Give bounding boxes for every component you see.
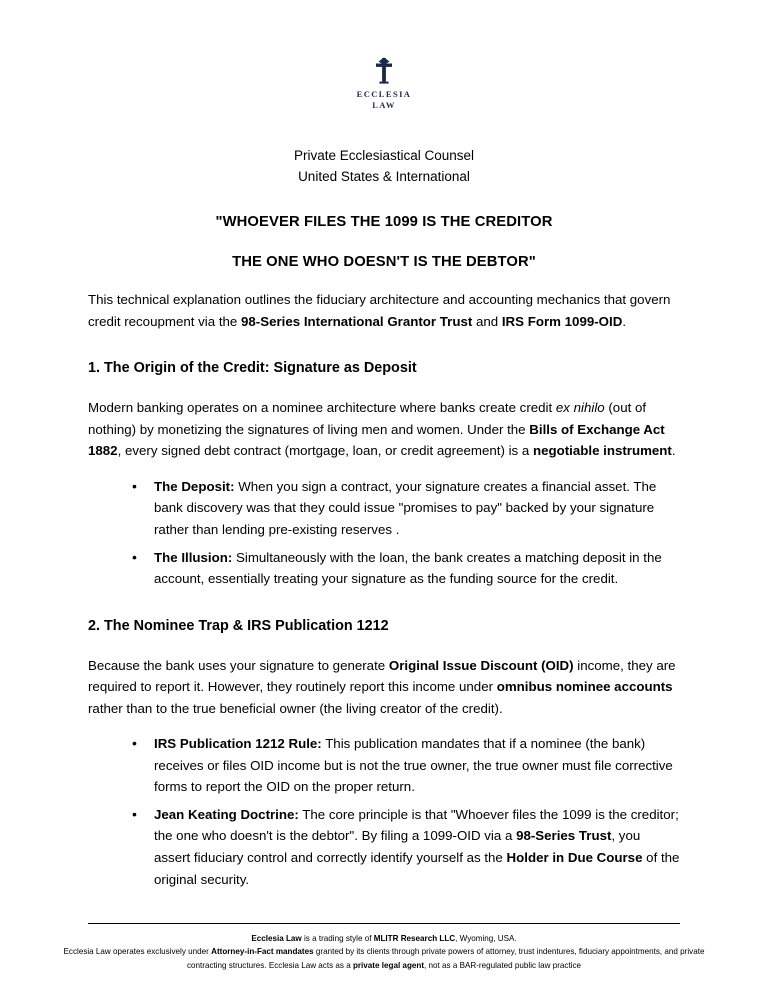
footer-line-2-c: granted by its clients through private powers of attorney, trust indentures, fiduciary appointments, and private — [313, 947, 705, 957]
brand-name-line-1: ECCLESIA — [356, 89, 412, 99]
s2-text-a: Because the bank uses your signature to generate — [88, 657, 389, 673]
cross-emblem-icon — [371, 56, 397, 86]
section-2-heading: 2. The Nominee Trap & IRS Publication 1212 — [88, 617, 389, 634]
bullet-label: The Illusion: — [154, 549, 233, 565]
section-2-bullets — [88, 733, 680, 890]
intro-text-a: This technical explanation outlines the fiduciary architecture and accounting mechanics that govern credit recoupment via the — [88, 292, 671, 329]
s1-text-d: . — [671, 443, 676, 459]
s2-bold-omnibus: omnibus nominee accounts — [496, 679, 673, 695]
s2-text-c: rather than to the true beneficial owner (the living creator of the credit). — [88, 700, 503, 716]
subhead-line-2: United States & International — [298, 169, 470, 185]
title-line-1: "WHOEVER FILES THE 1099 IS THE CREDITOR — [215, 214, 553, 231]
section-1-paragraph — [88, 397, 680, 462]
footer-brand: Ecclesia Law — [251, 933, 302, 943]
footer-line-1-b: is a trading style of — [301, 933, 374, 943]
bullet-text-a: The core principle is that "Whoever files the 1099 is the creditor; the one who doesn't is the debtor". By filing a 1099-OID via a — [154, 806, 679, 844]
footer-line-2-a: Ecclesia Law operates exclusively under — [63, 947, 212, 957]
s2-bold-oid: Original Issue Discount (OID) — [388, 657, 574, 673]
title-line-2: THE ONE WHO DOESN'T IS THE DEBTOR" — [232, 254, 536, 271]
footer-mandates: Attorney-in-Fact mandates — [211, 947, 314, 957]
bullet-text-b: , you assert fiduciary control and correctly identify yourself as the — [154, 828, 641, 865]
bullet-text: When you sign a contract, your signature creates a financial asset. The bank discovery was that they could issue "promises to pay" backed by your signature rather than lending pre-existing reserves . — [154, 478, 657, 537]
footer-line-1-d: , Wyoming, USA. — [455, 933, 517, 943]
s1-text-c: , every signed debt contract (mortgage, loan, or credit agreement) is a — [117, 443, 533, 459]
bullet-text-c: of the original security. — [154, 849, 680, 887]
document-subhead — [88, 146, 680, 188]
brand-name-line-2: LAW — [372, 99, 396, 110]
section-1-bullets — [88, 476, 680, 590]
s1-bold-act: Bills of Exchange Act 1882 — [88, 421, 665, 459]
bullet-label: Jean Keating Doctrine: — [154, 806, 299, 822]
footer-line-3-a: contracting structures. Ecclesia Law acts as a — [186, 960, 353, 970]
list-item — [132, 733, 680, 798]
intro-paragraph — [88, 289, 680, 332]
footer-line-3 — [60, 959, 708, 972]
document-title — [88, 214, 680, 270]
s1-italic-ex-nihilo: ex nihilo — [555, 400, 605, 416]
intro-text-c: and — [472, 313, 502, 329]
s2-text-b: income, they are required to report it. However, they routinely report this income under — [88, 657, 676, 695]
footer-company: MLITR Research LLC — [373, 933, 456, 943]
list-item — [132, 804, 680, 890]
bullet-label: The Deposit: — [154, 478, 235, 494]
list-item — [132, 547, 680, 590]
bullet-text: This publication mandates that if a nominee (the bank) receives or files OID income but is not the true owner, the true owner must file corrective forms to report the OID on the proper return. — [154, 736, 673, 795]
s1-text-b: (out of nothing) by monetizing the signatures of living men and women. Under the — [88, 400, 647, 437]
intro-bold-form: IRS Form 1099-OID — [501, 313, 623, 329]
bullet-label: IRS Publication 1212 Rule: — [154, 736, 322, 752]
subhead-line-1: Private Ecclesiastical Counsel — [293, 148, 475, 164]
footer-line-2 — [60, 945, 708, 958]
footer-divider — [88, 923, 680, 924]
intro-text-e: . — [622, 313, 627, 329]
brand-logo — [88, 56, 680, 110]
document-footer — [0, 923, 768, 972]
list-item — [132, 476, 680, 541]
footer-line-3-c: , not as a BAR-regulated public law practice — [424, 960, 582, 970]
bullet-bold-trust: 98-Series Trust — [516, 828, 612, 844]
section-1-heading: 1. The Origin of the Credit: Signature as Deposit — [88, 360, 417, 377]
bullet-text: Simultaneously with the loan, the bank creates a matching deposit in the account, essentially treating your signature as the funding source for the credit. — [154, 549, 662, 587]
bullet-bold-holder: Holder in Due Course — [506, 849, 643, 865]
intro-bold-trust: 98-Series International Grantor Trust — [241, 313, 473, 329]
s1-bold-instrument: negotiable instrument — [532, 443, 672, 459]
s1-text-a: Modern banking operates on a nominee architecture where banks create credit — [88, 400, 556, 416]
footer-line-1 — [60, 932, 708, 945]
section-2-paragraph — [88, 655, 680, 720]
footer-agent: private legal agent — [352, 960, 425, 970]
